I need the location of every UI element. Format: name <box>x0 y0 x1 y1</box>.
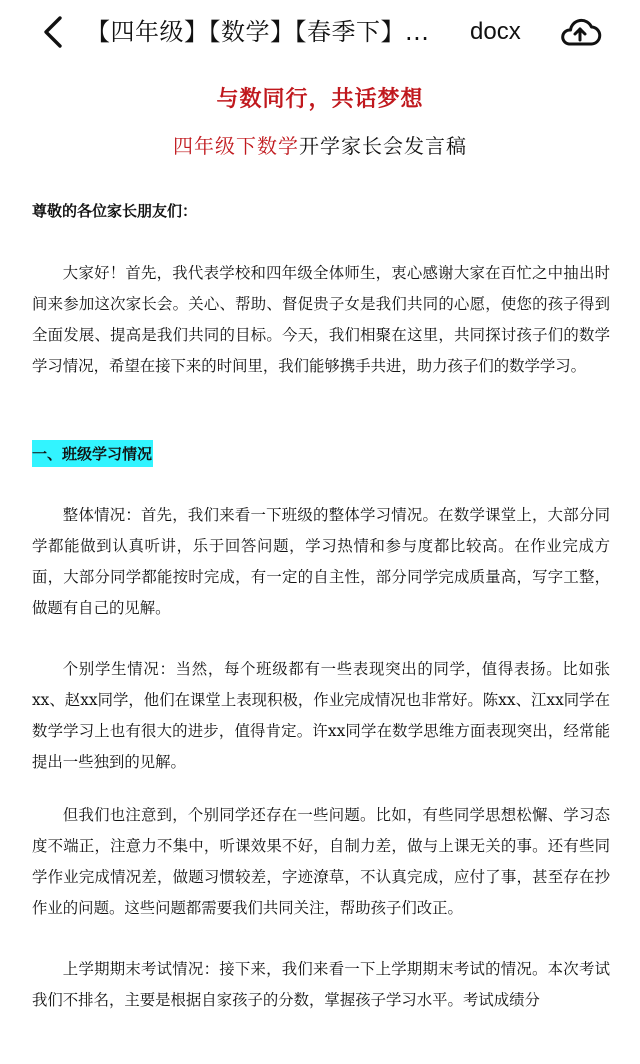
subheading-highlight: 四年级下数学 <box>173 134 299 158</box>
document-title: 【四年级】【数学】【春季下】... <box>86 18 430 46</box>
chevron-left-icon <box>38 14 72 50</box>
cloud-upload-button[interactable] <box>558 10 602 54</box>
individual-paragraph: 个别学生情况：当然，每个班级都有一些表现突出的同学，值得表扬。比如张xx、赵xx同学，他们在课堂上表现积极，作业完成情况也非常好。陈xx、江xx同学在数学学习上也有很大的进步，值得肯定。许xx同学在数学思维方面表现突出，经常能提出一些独到的见解。 <box>32 660 610 771</box>
intro-paragraph: 大家好！首先，我代表学校和四年级全体师生，衷心感谢大家在百忙之中抽出时间来参加这次家长会。关心、帮助、督促贵子女是我们共同的心愿，使您的孩子得到全面发展、提高是我们共同的目标。今天，我们相聚在这里，共同探讨孩子们的数学学习情况，希望在接下来的时间里，我们能够携手共进，助力孩子们的数学学习。 <box>32 264 610 375</box>
back-button[interactable] <box>38 14 72 50</box>
file-extension: docx <box>470 18 521 45</box>
cloud-upload-icon <box>558 10 602 54</box>
problems-paragraph: 但我们也注意到，个别同学还存在一些问题。比如，有些同学思想松懈、学习态度不端正，注意力不集中，听课效果不好，自制力差，做与上课无关的事。还有些同学作业完成情况差，做题习惯较差，字迹潦草，不认真完成，应付了事，甚至存在抄作业的问题。这些问题都需要我们共同关注，帮助孩子们改正。 <box>32 806 610 917</box>
exam-paragraph: 上学期期末考试情况：接下来，我们来看一下上学期期末考试的情况。本次考试我们不排名，主要是根据自家孩子的分数，掌握孩子学习水平。考试成绩分 <box>32 960 610 1009</box>
overall-paragraph: 整体情况：首先，我们来看一下班级的整体学习情况。在数学课堂上，大部分同学都能做到认真听讲，乐于回答问题，学习热情和参与度都比较高。在作业完成方面，大部分同学都能按时完成，有一定的自主性，部分同学完成质量高，写字工整，做题有自己的见解。 <box>32 506 610 617</box>
subheading-rest: 开学家长会发言稿 <box>299 134 467 158</box>
document-body <box>0 64 640 1064</box>
greeting: 尊敬的各位家长朋友们： <box>32 202 198 220</box>
document-heading: 与数同行，共话梦想 <box>216 86 424 112</box>
document-subheading <box>0 130 640 159</box>
top-bar <box>0 0 640 64</box>
section-heading: 一、班级学习情况 <box>32 440 153 467</box>
